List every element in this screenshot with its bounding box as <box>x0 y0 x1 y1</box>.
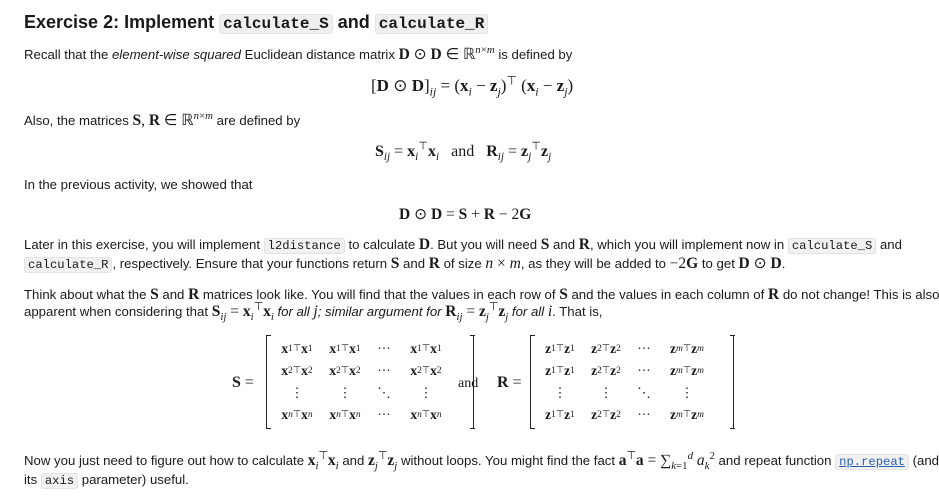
matrix-r-label: R = <box>497 374 522 391</box>
paragraph-think-line2: apparent when considering that $S_{ij} = x_i^⊤x_i$ for all j; similar argument for $R_{ij} = z_j^⊤z_j$ for all i. That is, <box>24 300 603 324</box>
paragraph-matrices-definition: Also, the matrices S, R ∈ ℝ$^{n\times m}$ are defined by <box>24 109 301 129</box>
code-calculate-s: calculate_S <box>219 14 333 34</box>
paragraph-implementation-line2: calculate_R , respectively. Ensure that your functions return S and R of size n × m, as they will be added to −2G to get D ⊙ D. <box>24 255 785 274</box>
matrix-s: x 1 ⊤ x 1 x 1 ⊤ x 1 ··· x 1 ⊤ x 1 x 2 ⊤ x 2 x 2 ⊤ x 2 ··· x 2 ⊤ x 2 ⋮ ⋮ ⋱ ⋮ x n ⊤ x n x n ⊤ x n ··· x n ⊤ x n <box>266 336 474 428</box>
matrix-and: and <box>458 376 479 391</box>
np-repeat-link[interactable]: np.repeat <box>835 454 909 470</box>
code-l2distance: l2distance <box>264 238 345 254</box>
exercise-heading: Exercise 2: Implement calculate_S and calculate_R <box>24 12 488 33</box>
paragraph-think-line1: Think about what the S and R matrices look like. You will find that the values in each row of S and the values in each column of R do not change! This is also <box>24 286 939 303</box>
paragraph-hint-line1: Now you just need to figure out how to calculate $x_i^⊤x_i$ and $z_j^⊤z_j$ without loops. You might find the fact $a^⊤a = \sum_{k=1}^d$ $a_k^2$ and repeat function np.repeat (and <box>24 449 939 473</box>
matrix-r: z 1 ⊤ z 1 z 2 ⊤ z 2 ··· z m ⊤ z m z 1 ⊤ z 1 z 2 ⊤ z 2 ··· z m ⊤ z m ⋮ ⋮ ⋱ ⋮ z 1 ⊤ z 1 z 2 ⊤ z 2 ··· z m ⊤ z m <box>530 336 734 428</box>
paragraph-implementation-line1: Later in this exercise, you will implement l2distance to calculate D. But you will need S and R, which you will implement now in calculate_S and <box>24 236 902 253</box>
code-calculate-r: calculate_R <box>375 14 489 34</box>
code-axis: axis <box>41 473 78 489</box>
matrix-s-label: S = <box>232 374 254 391</box>
equation-distance: [D ⊙ $D]_{ij} = (x_i - z_j)^⊤$ $(x_i - z_j)$ <box>371 73 574 99</box>
paragraph-distance-definition: Recall that the element-wise squared Euclidean distance matrix D ⊙ D ∈ ℝ$^{n\times m}$ is defined by <box>24 43 573 63</box>
code-calculate-r-inline: calculate_R <box>24 257 112 273</box>
equation-s-r: $S_{ij} = x_i^⊤x_i$ and $R_{ij} = z_j^⊤z_j$ <box>375 140 552 164</box>
paragraph-previous-activity: In the previous activity, we showed that <box>24 177 253 192</box>
code-calculate-s-inline: calculate_S <box>788 238 876 254</box>
paragraph-hint-line2: its axis parameter) useful. <box>24 472 189 488</box>
equation-d-decomposition: D ⊙ D = S + R − 2G <box>399 206 532 223</box>
